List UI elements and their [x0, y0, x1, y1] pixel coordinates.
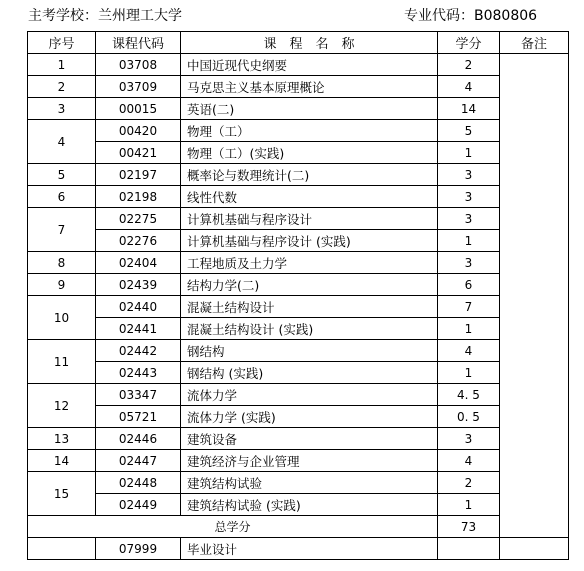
course-name-cell: 英语(二): [181, 98, 438, 120]
course-code-cell: 02440: [96, 296, 181, 318]
course-code-cell: 00015: [96, 98, 181, 120]
graduation-row: [28, 538, 569, 560]
course-name-cell: 工程地质及土力学: [181, 252, 438, 274]
credit-cell: 3: [438, 252, 500, 274]
table-row: [28, 472, 569, 494]
table-row: [28, 318, 569, 340]
credit-cell: 4: [438, 450, 500, 472]
credit-cell: 3: [438, 208, 500, 230]
course-code-cell: 03347: [96, 384, 181, 406]
course-name-cell: 混凝土结构设计: [181, 296, 438, 318]
total-label: 总学分: [28, 516, 438, 538]
course-code-cell: 05721: [96, 406, 181, 428]
seq-cell: 5: [28, 164, 96, 186]
seq-cell: 12: [28, 384, 96, 428]
course-code-cell: 02276: [96, 230, 181, 252]
table-row: [28, 164, 569, 186]
table-row: [28, 208, 569, 230]
credit-cell: 1: [438, 362, 500, 384]
credit-cell: 7: [438, 296, 500, 318]
seq-cell: 7: [28, 208, 96, 252]
table-row: [28, 76, 569, 98]
major-code-label: 专业代码：B080806: [404, 8, 538, 24]
course-code-cell: 02442: [96, 340, 181, 362]
course-table: [27, 31, 569, 560]
table-row: [28, 230, 569, 252]
credit-cell: 1: [438, 142, 500, 164]
credit-cell: 3: [438, 428, 500, 450]
table-row: [28, 428, 569, 450]
total-row: [28, 516, 569, 538]
course-code-cell: 02448: [96, 472, 181, 494]
course-name-cell: 线性代数: [181, 186, 438, 208]
credit-cell: 3: [438, 164, 500, 186]
credit-cell: 4: [438, 76, 500, 98]
col-header-credit: 学分: [438, 32, 500, 54]
seq-cell: [28, 538, 96, 560]
table-row: [28, 450, 569, 472]
course-code-cell: 02198: [96, 186, 181, 208]
seq-cell: 10: [28, 296, 96, 340]
course-code-cell: 02446: [96, 428, 181, 450]
seq-cell: 8: [28, 252, 96, 274]
col-header-name: 课 程 名 称: [181, 32, 438, 54]
seq-cell: 4: [28, 120, 96, 164]
credit-cell: 2: [438, 472, 500, 494]
course-code-cell: 03709: [96, 76, 181, 98]
credit-cell: 1: [438, 318, 500, 340]
course-name-cell: 计算机基础与程序设计: [181, 208, 438, 230]
seq-cell: 6: [28, 186, 96, 208]
course-name-cell: 毕业设计: [181, 538, 438, 560]
table-header-row: [28, 32, 569, 54]
course-name-cell: 中国近现代史纲要: [181, 54, 438, 76]
course-name-cell: 概率论与数理统计(二): [181, 164, 438, 186]
course-name-cell: 建筑结构试验 (实践): [181, 494, 438, 516]
table-row: [28, 54, 569, 76]
course-name-cell: 混凝土结构设计 (实践): [181, 318, 438, 340]
course-name-cell: 建筑经济与企业管理: [181, 450, 438, 472]
table-row: [28, 252, 569, 274]
table-row: [28, 340, 569, 362]
course-code-cell: 02441: [96, 318, 181, 340]
credit-cell: 0. 5: [438, 406, 500, 428]
credit-cell: 2: [438, 54, 500, 76]
course-name-cell: 钢结构 (实践): [181, 362, 438, 384]
credit-cell: 14: [438, 98, 500, 120]
table-row: [28, 274, 569, 296]
course-name-cell: 建筑结构试验: [181, 472, 438, 494]
course-code-cell: 02197: [96, 164, 181, 186]
course-name-cell: 马克思主义基本原理概论: [181, 76, 438, 98]
course-code-cell: 03708: [96, 54, 181, 76]
credit-cell: 4: [438, 340, 500, 362]
seq-cell: 11: [28, 340, 96, 384]
course-code-cell: 02449: [96, 494, 181, 516]
credit-cell: 4. 5: [438, 384, 500, 406]
table-row: [28, 384, 569, 406]
col-header-remark: 备注: [500, 32, 569, 54]
credit-cell: 1: [438, 494, 500, 516]
table-row: [28, 98, 569, 120]
course-name-cell: 物理（工）(实践): [181, 142, 438, 164]
seq-cell: 14: [28, 450, 96, 472]
credit-cell: [438, 538, 500, 560]
course-code-cell: 07999: [96, 538, 181, 560]
remark-cell: [500, 54, 569, 538]
table-row: [28, 494, 569, 516]
credit-cell: 6: [438, 274, 500, 296]
col-header-seq: 序号: [28, 32, 96, 54]
seq-cell: 9: [28, 274, 96, 296]
table-row: [28, 296, 569, 318]
course-name-cell: 计算机基础与程序设计 (实践): [181, 230, 438, 252]
course-code-cell: 02404: [96, 252, 181, 274]
course-code-cell: 00420: [96, 120, 181, 142]
remark-cell: [500, 538, 569, 560]
table-row: [28, 142, 569, 164]
table-row: [28, 362, 569, 384]
school-label: 主考学校：兰州理工大学: [28, 8, 182, 24]
course-code-cell: 02439: [96, 274, 181, 296]
table-row: [28, 186, 569, 208]
seq-cell: 13: [28, 428, 96, 450]
seq-cell: 1: [28, 54, 96, 76]
course-name-cell: 流体力学: [181, 384, 438, 406]
course-code-cell: 00421: [96, 142, 181, 164]
course-name-cell: 钢结构: [181, 340, 438, 362]
col-header-code: 课程代码: [96, 32, 181, 54]
seq-cell: 15: [28, 472, 96, 516]
course-name-cell: 流体力学 (实践): [181, 406, 438, 428]
table-row: [28, 406, 569, 428]
credit-cell: 5: [438, 120, 500, 142]
credit-cell: 1: [438, 230, 500, 252]
course-name-cell: 物理（工）: [181, 120, 438, 142]
course-code-cell: 02443: [96, 362, 181, 384]
table-row: [28, 120, 569, 142]
course-name-cell: 结构力学(二): [181, 274, 438, 296]
total-credit: 73: [438, 516, 500, 538]
course-code-cell: 02275: [96, 208, 181, 230]
course-name-cell: 建筑设备: [181, 428, 438, 450]
seq-cell: 3: [28, 98, 96, 120]
course-code-cell: 02447: [96, 450, 181, 472]
credit-cell: 3: [438, 186, 500, 208]
seq-cell: 2: [28, 76, 96, 98]
